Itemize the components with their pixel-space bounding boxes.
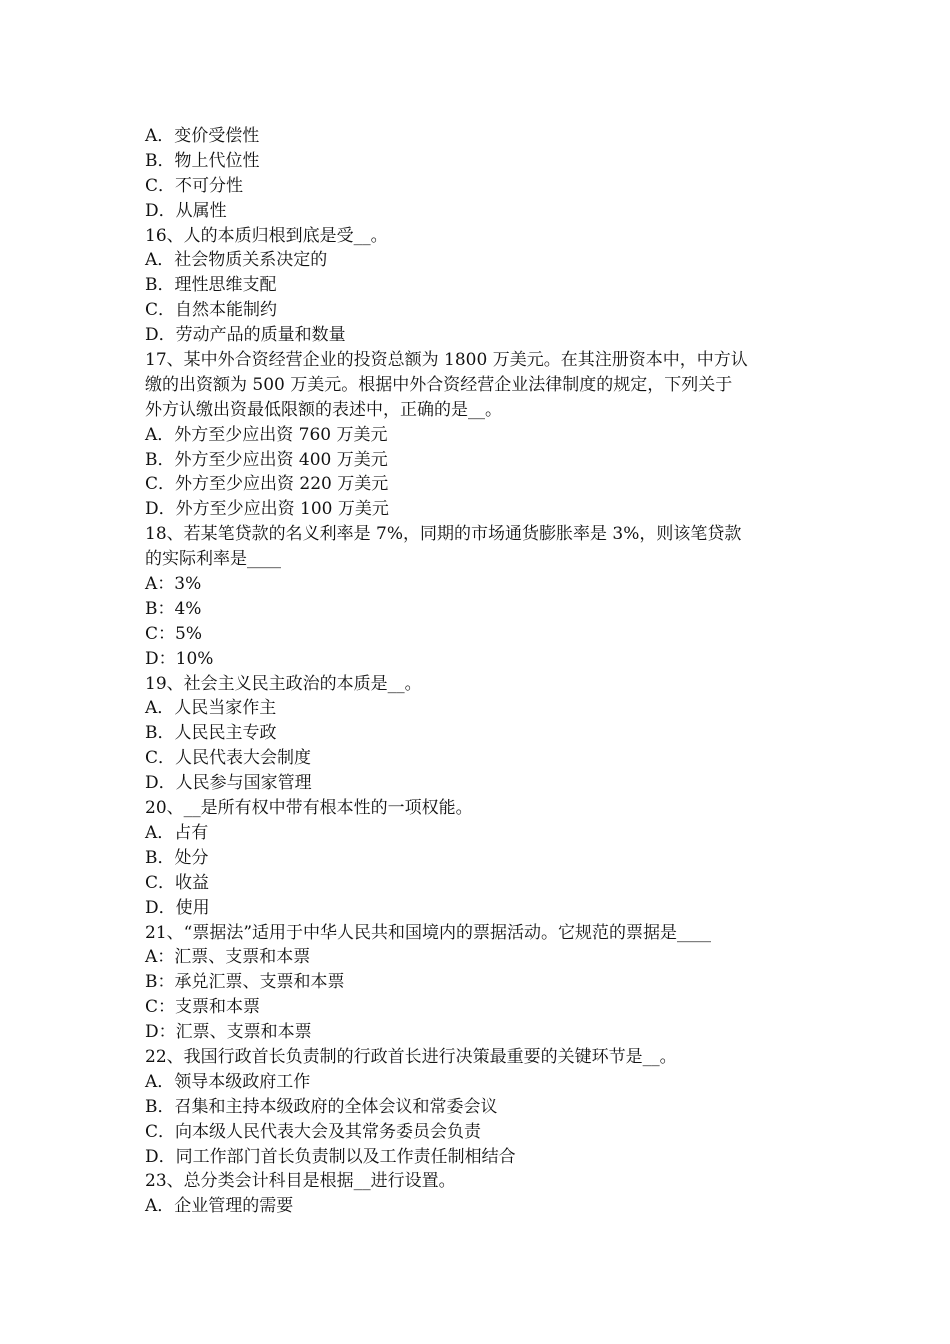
option-line: B：4% xyxy=(145,598,202,619)
option-line: D．从属性 xyxy=(145,200,227,221)
option-line: B．召集和主持本级政府的全体会议和常委会议 xyxy=(145,1096,498,1117)
question-17-line-1: 17、某中外合资经营企业的投资总额为 1800 万美元。在其注册资本中，中方认 xyxy=(145,350,748,371)
option-line: C：5% xyxy=(145,623,202,644)
question-18-line-2: 的实际利率是____ xyxy=(145,549,281,570)
document-body xyxy=(145,124,815,1219)
option-line: B：承兑汇票、支票和本票 xyxy=(145,972,345,993)
option-line: C．向本级人民代表大会及其常务委员会负责 xyxy=(145,1121,482,1142)
question-17-line-3: 外方认缴出资最低限额的表述中，正确的是__。 xyxy=(145,399,502,420)
option-line: C．收益 xyxy=(145,872,210,893)
question-19: 19、社会主义民主政治的本质是__。 xyxy=(145,673,422,694)
question-23: 23、总分类会计科目是根据__进行设置。 xyxy=(145,1171,456,1192)
option-line: D．人民参与国家管理 xyxy=(145,773,312,794)
option-line: D．使用 xyxy=(145,897,210,918)
option-line: C．外方至少应出资 220 万美元 xyxy=(145,474,389,495)
option-line: B．外方至少应出资 400 万美元 xyxy=(145,449,388,470)
option-line: D．劳动产品的质量和数量 xyxy=(145,325,346,346)
option-line: C：支票和本票 xyxy=(145,997,261,1018)
question-18-line-1: 18、若某笔贷款的名义利率是 7%，同期的市场通货膨胀率是 3%，则该笔贷款 xyxy=(145,524,742,545)
option-line: A．企业管理的需要 xyxy=(145,1196,294,1217)
option-line: B．处分 xyxy=(145,847,209,868)
option-line: B．人民民主专政 xyxy=(145,723,277,744)
question-20: 20、__是所有权中带有根本性的一项权能。 xyxy=(145,798,473,819)
question-16: 16、人的本质归根到底是受__。 xyxy=(145,225,388,246)
option-line: A．变价受偿性 xyxy=(145,126,260,146)
question-22: 22、我国行政首长负责制的行政首长进行决策最重要的关键环节是__。 xyxy=(145,1046,677,1067)
option-line: B．理性思维支配 xyxy=(145,275,277,296)
option-line: A：汇票、支票和本票 xyxy=(145,947,311,968)
option-line: A．外方至少应出资 760 万美元 xyxy=(145,424,388,445)
option-line: D：汇票、支票和本票 xyxy=(145,1022,312,1043)
question-17-line-2: 缴的出资额为 500 万美元。根据中外合资经营企业法律制度的规定，下列关于 xyxy=(145,374,733,395)
option-line: A．人民当家作主 xyxy=(145,698,277,719)
option-line: A．领导本级政府工作 xyxy=(145,1071,311,1092)
option-line: A．占有 xyxy=(145,822,209,843)
option-line: A．社会物质关系决定的 xyxy=(145,250,328,271)
option-line: C．不可分性 xyxy=(145,175,244,196)
option-line: B．物上代位性 xyxy=(145,150,260,171)
option-line: C．自然本能制约 xyxy=(145,300,278,321)
option-line: D．外方至少应出资 100 万美元 xyxy=(145,499,389,520)
option-line: D．同工作部门首长负责制以及工作责任制相结合 xyxy=(145,1146,516,1167)
question-21: 21、“票据法”适用于中华人民共和国境内的票据活动。它规范的票据是____ xyxy=(145,922,712,943)
option-line: D：10% xyxy=(145,648,214,669)
option-line: C．人民代表大会制度 xyxy=(145,748,312,769)
option-line: A：3% xyxy=(145,574,202,595)
